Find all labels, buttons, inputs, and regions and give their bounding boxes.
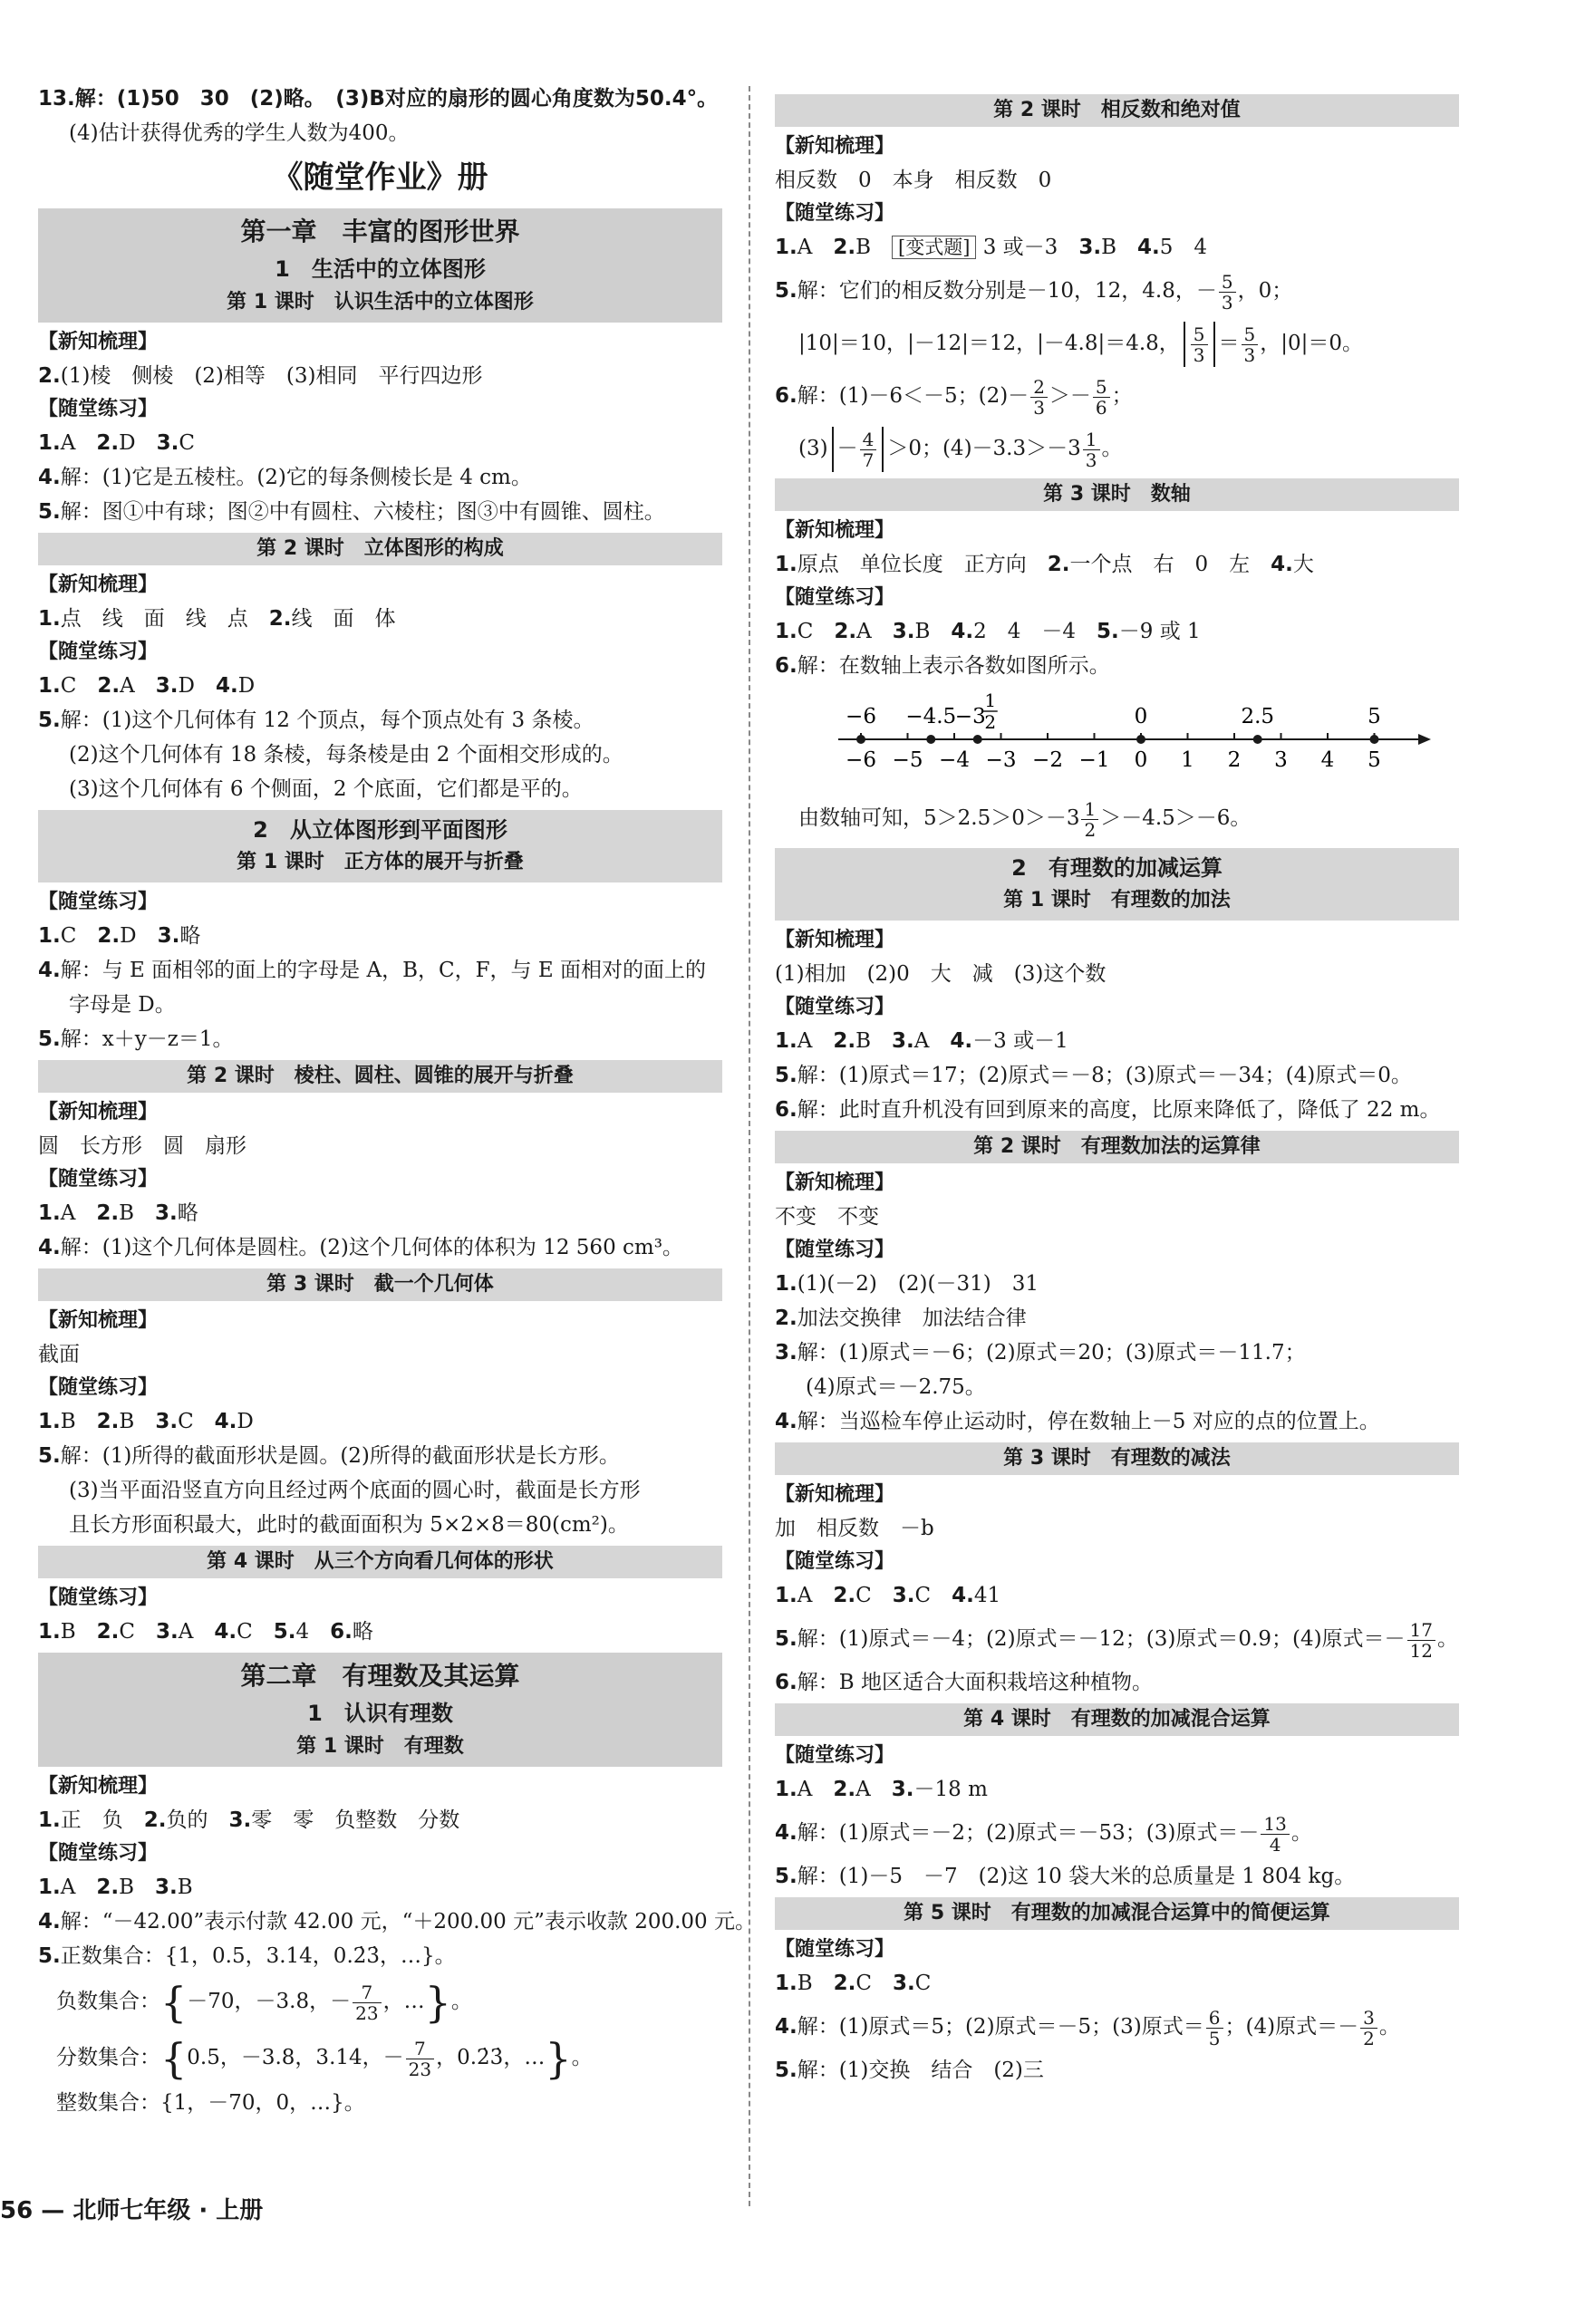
answer-line: 且长方形面积最大，此时的截面面积为 5×2×8＝80(cm²)。: [69, 1513, 629, 1537]
section-label: 【随堂练习】: [38, 1168, 159, 1191]
answer-line: 1.(1)(－2) (2)(－31) 31: [775, 1272, 1039, 1296]
answer-line: 5.解：图①中有球；图②中有圆柱、六棱柱；图③中有圆锥、圆柱。: [38, 500, 665, 524]
fraction: $\frac{17}{12}$: [1407, 1620, 1435, 1661]
answer-line: 由数轴可知，5＞2.5＞0＞－3 $\frac{1}{2}$ ＞－4.5＞－6。: [798, 797, 1252, 841]
point-label: −6: [846, 705, 876, 728]
answer-line: 4.解：“－42.00”表示付款 42.00 元，“＋200.00 元”表示收款 200.00 元。: [38, 1910, 756, 1933]
lesson-title: 第 1 课时 正方体的展开与折叠: [237, 851, 524, 873]
answer-line: 4.解：(1)这个几何体是圆柱。(2)这个几何体的体积为 12 560 cm³。: [38, 1236, 683, 1259]
answer-line: 4.解：(1)它是五棱柱。(2)它的每条侧棱长是 4 cm。: [38, 466, 532, 489]
tick-label: 5: [1368, 748, 1381, 772]
section-label: 【随堂练习】: [38, 891, 159, 913]
answer-line: 6.解：B 地区适合大面积栽培这种植物。: [775, 1671, 1153, 1694]
answer-line: 加 相反数 －b: [775, 1517, 934, 1540]
lesson-title: 第 2 课时 有理数加法的运算律: [775, 1131, 1459, 1163]
fraction: $\frac{7}{23}$: [406, 2039, 434, 2079]
fraction: $\frac{5}{3}$: [1242, 324, 1259, 365]
answer-line: 5.解：(1)交换 结合 (2)三: [775, 2059, 1044, 2082]
chapter-title: 第二章 有理数及其运算: [240, 1661, 520, 1691]
answer-line: 1.点 线 面 线 点 2.线 面 体: [38, 607, 396, 631]
tick-label: −1: [1078, 748, 1110, 772]
answer-line: 相反数 0 本身 相反数 0: [775, 169, 1052, 192]
chapter-2-header: [38, 1653, 722, 1767]
lesson-title: 第 3 课时 截一个几何体: [38, 1268, 722, 1301]
section-label: 【新知梳理】: [38, 331, 159, 353]
fraction: $\frac{2}{3}$: [1030, 377, 1048, 418]
fraction: $\frac{4}{7}$: [860, 429, 877, 470]
section-label: 【新知梳理】: [775, 519, 895, 542]
answer-line: 圆 长方形 圆 扇形: [38, 1134, 246, 1158]
section-label: 【随堂练习】: [775, 1239, 895, 1261]
answer-line: 5.解：(1)所得的截面形状是圆。(2)所得的截面形状是长方形。: [38, 1444, 620, 1468]
fraction-set: 分数集合：{0.5，－3.8，3.14，－ $\frac{7}{23}$ ，0.2̇3̇，…}。: [56, 2034, 593, 2083]
answer-line: 6.解：此时直升机没有回到原来的高度，比原来降低了，降低了 22 m。: [775, 1098, 1441, 1122]
axis-arrow: [1418, 734, 1431, 745]
unit-title: 2 有理数的加减运算: [1011, 855, 1223, 881]
answer-line: 截面: [38, 1343, 80, 1366]
fraction: $\frac{13}{4}$: [1261, 1814, 1289, 1855]
answer-13-cont: (4)估计获得优秀的学生人数为400。: [69, 121, 410, 145]
section-label: 【新知梳理】: [38, 1101, 159, 1123]
lesson-title: 第 5 课时 有理数的加减混合运算中的简便运算: [775, 1897, 1459, 1930]
answer-line: (2)这个几何体有 18 条棱，每条棱是由 2 个面相交形成的。: [69, 743, 623, 767]
answer-line: 5.解：(1)这个几何体有 12 个顶点，每个顶点处有 3 条棱。: [38, 709, 594, 732]
point-label: 0: [1134, 705, 1148, 728]
point-label: 5: [1368, 705, 1381, 728]
answer-line: 字母是 D。: [69, 993, 176, 1017]
section-label: 【新知梳理】: [775, 135, 895, 158]
integer-set: 整数集合：{1，－70，0，…}。: [56, 2091, 365, 2115]
fraction: $\frac{1}{2}$: [1081, 799, 1098, 840]
answer-line: (3)这个几何体有 6 个侧面，2 个底面，它们都是平的。: [69, 777, 583, 801]
fraction-numerator: 1: [984, 689, 997, 711]
lesson-title: 第 2 课时 棱柱、圆柱、圆锥的展开与折叠: [38, 1060, 722, 1093]
answer-line: (4)原式＝－2.75。: [806, 1375, 986, 1399]
fraction-denominator: 2: [984, 711, 997, 733]
book-name: 北师七年级 · 上册: [72, 2197, 264, 2224]
abs-values-line: |10|＝10，|－12|＝12，|－4.8|＝4.8， $\frac{5}{3}$ ＝ $\frac{5}{3}$ ，|0|＝0。: [798, 323, 1364, 366]
chapter-1-header: [38, 208, 722, 323]
answer-line: 2.(1)棱 侧棱 (2)相等 (3)相同 平行四边形: [38, 364, 483, 388]
section-label: 【随堂练习】: [38, 398, 159, 420]
answer-line: 1.原点 单位长度 正方向 2.一个点 右 0 左 4.大: [775, 553, 1314, 576]
section-label: 【新知梳理】: [38, 1775, 159, 1798]
section-label: 【随堂练习】: [775, 1938, 895, 1961]
unit-title: 2 从立体图形到平面图形: [253, 817, 507, 843]
lesson-title: 第 1 课时 认识生活中的立体图形: [227, 291, 534, 313]
fraction: $\frac{5}{6}$: [1093, 377, 1110, 418]
answer-line: 1.A 2.A 3.－18 m: [775, 1778, 988, 1801]
point-label: −3: [954, 705, 986, 728]
answer-line: 1.C 2.D 3.略: [38, 924, 201, 948]
unit-title: 1 认识有理数: [307, 1701, 453, 1726]
answer-line: 1.A 2.B 3.A 4.－3 或－1: [775, 1029, 1068, 1053]
tick-label: −5: [892, 748, 923, 772]
unit-title: 1 生活中的立体图形: [275, 256, 486, 282]
negative-set: 负数集合：{－70，－3.8，－ $\frac{7}{23}$ ，…}。: [56, 1978, 472, 2027]
answer-line: 5.正数集合：{1，0.5，3.14，0.2̇3̇，…}。: [38, 1944, 456, 1968]
section-label: 【新知梳理】: [775, 1172, 895, 1194]
section-label: 【随堂练习】: [38, 641, 159, 663]
answer-line: 1.C 2.A 3.D 4.D: [38, 674, 256, 698]
section-label: 【新知梳理】: [38, 1309, 159, 1332]
section-label: 【随堂练习】: [38, 1842, 159, 1865]
fraction: $\frac{6}{5}$: [1206, 2008, 1223, 2049]
lesson-title: 第 1 课时 有理数: [296, 1735, 464, 1758]
section-label: 【随堂练习】: [775, 996, 895, 1018]
left-column: [38, 82, 756, 2120]
answer-line: 不变 不变: [775, 1205, 879, 1229]
tick-label: −4: [939, 748, 970, 772]
fraction: $\frac{5}{3}$: [1219, 272, 1236, 313]
tick-label: 3: [1274, 748, 1288, 772]
lesson-title: 第 2 课时 相反数和绝对值: [775, 94, 1459, 127]
lesson-title: 第 4 课时 有理数的加减混合运算: [775, 1703, 1459, 1736]
lesson-title: 第 2 课时 立体图形的构成: [38, 533, 722, 565]
lesson-title: 第 1 课时 有理数的加法: [1003, 889, 1231, 911]
answer-line: 1.A 2.B 3.B: [38, 1876, 193, 1899]
section-label: 【新知梳理】: [38, 574, 159, 596]
variant-tag: [变式题]: [892, 236, 976, 259]
book-title: 《随堂作业》册: [272, 159, 488, 196]
answer-line: 4.解：(1)原式＝5；(2)原式＝－5；(3)原式＝ $\frac{6}{5}$ ；(4)原式＝－ $\frac{3}{2}$ 。: [775, 2006, 1400, 2049]
section-label: 【随堂练习】: [775, 202, 895, 225]
section-label: 【新知梳理】: [775, 929, 895, 951]
answer-line: (3)当平面沿竖直方向且经过两个底面的圆心时，截面是长方形: [69, 1479, 641, 1502]
tick-label: 1: [1181, 748, 1194, 772]
fraction: $\frac{7}{23}$: [353, 1982, 381, 2023]
tick-label: 2: [1227, 748, 1242, 772]
section-label: 【新知梳理】: [775, 1483, 895, 1506]
fraction: $\frac{5}{3}$: [1191, 324, 1208, 365]
section-label: 【随堂练习】: [38, 1586, 159, 1609]
answer-line: 2.加法交换律 加法结合律: [775, 1307, 1027, 1330]
section-label: 【随堂练习】: [775, 1744, 895, 1767]
answer-line: 1.A 2.B 3.略: [38, 1201, 198, 1225]
tick-label: 4: [1320, 748, 1335, 772]
unit-header: [38, 810, 722, 882]
point-label: 2.5: [1241, 705, 1275, 728]
number-line-figure: [775, 683, 1459, 792]
chapter-title: 第一章 丰富的图形世界: [240, 217, 520, 246]
section-label: 【随堂练习】: [775, 1550, 895, 1573]
answer-line: 5.解：它们的相反数分别是－10，12，4.8，－ $\frac{5}{3}$ ，0；: [775, 270, 1293, 313]
fraction: $\frac{1}{3}$: [1083, 429, 1100, 470]
lesson-title: 第 3 课时 有理数的减法: [775, 1442, 1459, 1475]
unit-header: [775, 848, 1459, 921]
tick-label: −2: [1032, 748, 1063, 772]
page-footer: 56 — 北师七年级 · 上册: [0, 2197, 264, 2224]
lesson-title: 第 3 课时 数轴: [775, 478, 1459, 511]
lesson-title: 第 4 课时 从三个方向看几何体的形状: [38, 1546, 722, 1578]
column-divider: [749, 86, 750, 2206]
right-column: [775, 91, 1459, 2088]
tick-label: −6: [846, 748, 876, 772]
answer-line: 5.解：(1)原式＝－4；(2)原式＝－12；(3)原式＝0.9；(4)原式＝－ $\frac{17}{12}$ 。: [775, 1618, 1458, 1662]
answer-line: 4.解：(1)原式＝－2；(2)原式＝－53；(3)原式＝－ $\frac{13}{4}$ 。: [775, 1812, 1312, 1856]
point-label: −4.5: [905, 705, 957, 728]
answer-line: 4.解：当巡检车停止运动时，停在数轴上－5 对应的点的位置上。: [775, 1410, 1380, 1433]
answer-13: 13.解：(1)50 30 (2)略。 (3)B对应的扇形的圆心角度数为50.4°。: [38, 87, 719, 111]
section-label: 【随堂练习】: [38, 1376, 159, 1399]
answer-line: (3) － $\frac{4}{7}$ ＞0；(4)－3.3＞－3 $\frac{1}{3}$ 。: [798, 428, 1123, 471]
fraction: $\frac{3}{2}$: [1360, 2008, 1377, 2049]
answer-line: 5.解：x＋y－z＝1。: [38, 1027, 234, 1051]
tick-label: 0: [1134, 748, 1148, 772]
answer-line: 1.正 负 2.负的 3.零 零 负整数 分数: [38, 1808, 460, 1832]
section-label: 【随堂练习】: [775, 586, 895, 609]
number-line-svg: [775, 683, 1459, 792]
answer-line: 1.B 2.C 3.C: [775, 1972, 932, 1995]
tick-label: −3: [985, 748, 1017, 772]
page-number: 56: [0, 2197, 34, 2224]
answer-line: 1.A 2.C 3.C 4.41: [775, 1584, 1001, 1607]
answer-line: 1.A 2.D 3.C: [38, 431, 195, 455]
answer-line: 1.B 2.C 3.A 4.C 5.4 6.略: [38, 1620, 373, 1644]
answer-line: 5.解：(1)－5 －7 (2)这 10 袋大米的总质量是 1 804 kg。: [775, 1865, 1356, 1888]
answer-line: 5.解：(1)原式＝17；(2)原式＝－8；(3)原式＝－34；(4)原式＝0。: [775, 1064, 1412, 1087]
answer-line: (1)相加 (2)0 大 减 (3)这个数: [775, 962, 1107, 986]
answer-line: 1.A 2.B [变式题] 3 或－3 3.B 4.5 4: [775, 236, 1207, 259]
answer-line: 3.解：(1)原式＝－6；(2)原式＝20；(3)原式＝－11.7；: [775, 1341, 1306, 1365]
answer-line: 6.解：在数轴上表示各数如图所示。: [775, 654, 1110, 678]
answer-line: 1.C 2.A 3.B 4.2 4 －4 5.－9 或 1: [775, 620, 1201, 643]
answer-line: 6.解：(1)－6＜－5；(2)－ $\frac{2}{3}$ ＞－ $\frac{5}{6}$ ；: [775, 375, 1133, 419]
answer-line: 1.B 2.B 3.C 4.D: [38, 1410, 254, 1433]
answer-line: 4.解：与 E 面相邻的面上的字母是 A，B，C，F，与 E 面相对的面上的: [38, 959, 706, 982]
